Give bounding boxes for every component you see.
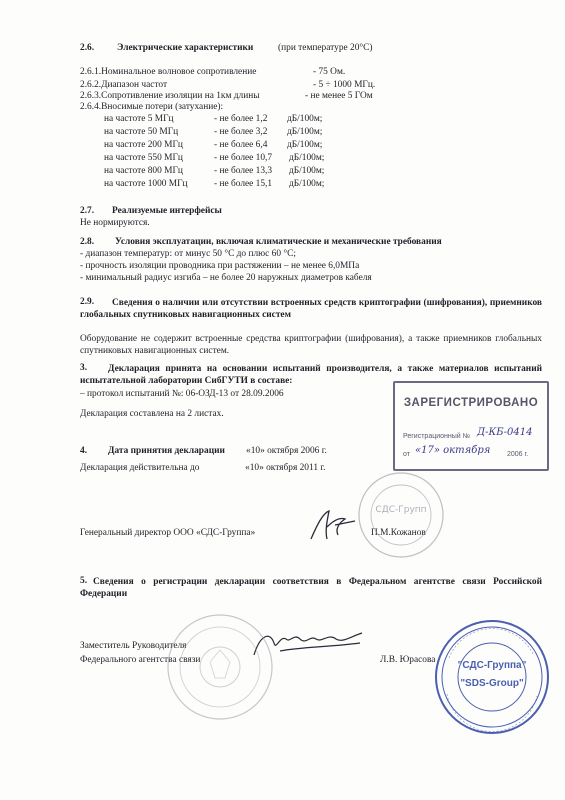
loss-value: - не более 6,4: [214, 140, 268, 150]
loss-freq: на частоте 1000 МГц: [104, 179, 188, 189]
stamp-header: ЗАРЕГИСТРИРОВАНО: [403, 397, 539, 409]
section-2-7-number: 2.7.: [80, 206, 95, 216]
loss-value: - не более 13,3: [214, 166, 273, 176]
company-faded-seal-icon: [356, 470, 446, 560]
loss-freq: на частоте 200 МГц: [104, 140, 183, 150]
section-4-title: Дата принятия декларации: [108, 446, 225, 456]
section-2-8-title: Условия эксплуатации, включая климатические и механические требования: [115, 237, 442, 247]
section-3-number: 3.: [80, 363, 88, 373]
loss-freq: на частоте 50 МГц: [104, 127, 179, 137]
loss-value: - не более 10,7: [214, 153, 273, 163]
loss-unit: дБ/100м;: [289, 153, 325, 163]
section-2-6-number: 2.6.: [80, 43, 95, 53]
loss-value: - не более 3,2: [214, 127, 268, 137]
stamp-reg-number: Д-КБ-0414: [477, 427, 533, 438]
stamp-date-label: от: [403, 451, 410, 458]
section-5-number: 5.: [80, 576, 88, 586]
section-2-7-title: Реализуемые интерфейсы: [112, 206, 222, 216]
param-value: - не менее 5 ГОм: [305, 91, 373, 101]
section-2-6-title: Электрические характеристики: [117, 43, 254, 53]
deputy-position-line1: Заместитель Руководителя: [80, 641, 187, 651]
deputy-name: Л.В. Юрасова: [380, 655, 436, 665]
loss-freq: на частоте 5 МГц: [104, 114, 174, 124]
list-item: - прочность изоляции проводника при растяжении – не менее 6,0МПа: [80, 261, 360, 271]
list-item: - минимальный радиус изгиба – не более 20 наружных диаметров кабеля: [80, 273, 372, 283]
seal-center-line1: "СДС-Группа": [457, 660, 527, 671]
loss-freq: на частоте 800 МГц: [104, 166, 183, 176]
section-2-9-title: Сведения о наличии или отсутствии встроенных средств криптографии (шифрования), приемников глобальных спутниковых навигационных систем: [80, 298, 542, 320]
section-4-date: «10» октября 2006 г.: [246, 446, 327, 456]
section-2-7-text: Не нормируются.: [80, 218, 150, 228]
stamp-date-handwritten: «17» октября: [415, 445, 491, 456]
loss-unit: дБ/100м;: [287, 140, 323, 150]
loss-unit: дБ/100м;: [289, 166, 325, 176]
section-2-9-text: Оборудование не содержит встроенные средства криптографии (шифрования), а также приемников глобальных спутниковых навигационных систем.: [80, 334, 542, 356]
param-value: - 75 Ом.: [313, 67, 346, 77]
section-4-number: 4.: [80, 446, 88, 456]
section-2-9-number: 2.9.: [80, 297, 95, 307]
section-3-sheets: Декларация составлена на 2 листах.: [80, 409, 224, 419]
validity-label: Декларация действительна до: [80, 463, 200, 473]
param-label: 2.6.1.Номинальное волновое сопротивление: [80, 67, 257, 77]
stamp-reg-label: Регистрационный №: [403, 433, 471, 440]
section-2-6-condition: (при температуре 20°С): [278, 43, 373, 53]
section-3-text: Декларация принята на основании испытаний производителя, а также материалов испытаний испытательной лаборатории СибГУТИ в составе:: [80, 364, 542, 386]
validity-date: «10» октября 2011 г.: [245, 463, 326, 473]
section-3-protocol: – протокол испытаний №: 06-ОЗД-13 от 28.09.2006: [80, 389, 284, 399]
list-item: - диапазон температур: от минус 50 °С до плюс 60 °С;: [80, 249, 296, 259]
loss-unit: дБ/100м;: [287, 127, 323, 137]
deputy-position-line2: Федерального агентства связи: [80, 655, 201, 665]
section-2-8-number: 2.8.: [80, 237, 95, 247]
param-label: 2.6.2.Диапазон частот: [80, 80, 168, 90]
loss-value: - не более 15,1: [214, 179, 273, 189]
svg-text:СДС-Групп: СДС-Групп: [375, 505, 427, 515]
loss-unit: дБ/100м;: [289, 179, 325, 189]
loss-freq: на частоте 550 МГц: [104, 153, 183, 163]
agency-seal-icon: [165, 612, 275, 722]
director-signature-mark: [305, 505, 360, 545]
param-label: 2.6.3.Сопротивление изоляции на 1км длины: [80, 91, 260, 101]
company-seal-icon: [433, 618, 551, 736]
loss-value: - не более 1,2: [214, 114, 268, 124]
stamp-year: 2006 г.: [507, 451, 529, 458]
param-label: 2.6.4.Вносимые потери (затухание):: [80, 102, 224, 112]
seal-center-line2: "SDS-Group": [460, 678, 524, 689]
section-5-title: Сведения о регистрации декларации соответствия в Федеральном агентстве связи Российской Федерации: [80, 577, 542, 599]
param-value: - 5 ÷ 1000 МГц.: [313, 80, 376, 90]
registration-stamp: [393, 381, 549, 471]
director-name: П.М.Кожанов: [371, 528, 426, 538]
loss-unit: дБ/100м;: [287, 114, 323, 124]
director-position: Генеральный директор ООО «СДС-Группа»: [80, 528, 256, 538]
